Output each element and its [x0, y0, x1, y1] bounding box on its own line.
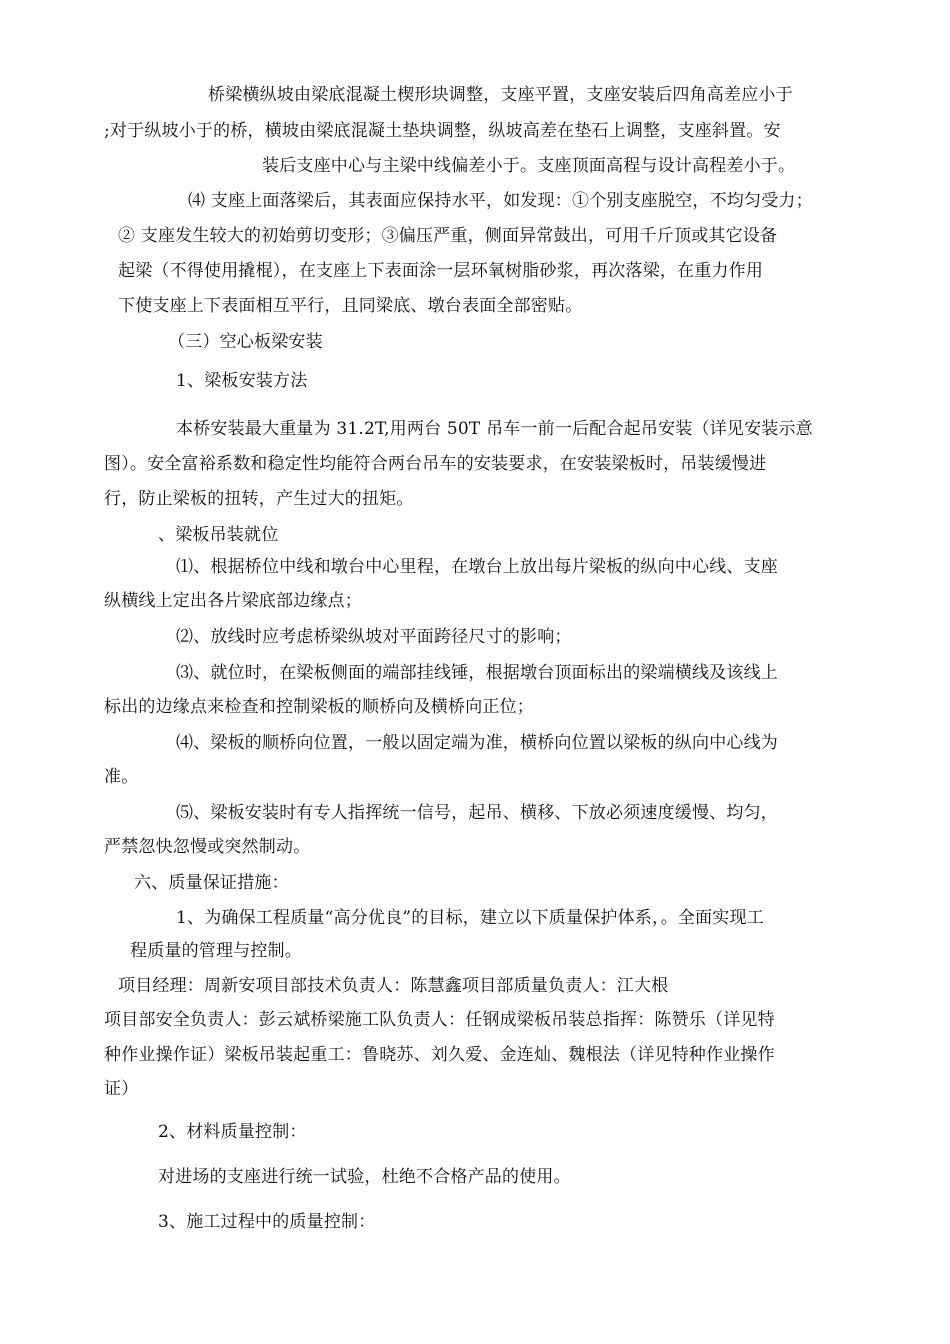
- text-line-28: 种作业操作证）梁板吊装起重工：鲁晓苏、刘久爱、金连灿、魏根法（详见特种作业操作: [104, 1045, 775, 1065]
- subheading-process-quality: 3、施工过程中的质量控制：: [158, 1212, 376, 1232]
- text-line-4: ⑷ 支座上面落梁后，其表面应保持水平，如发现：①个别支座脱空，不均匀受力；: [188, 191, 813, 211]
- text-line-25: 程质量的管理与控制。: [130, 941, 302, 961]
- text-line-19: ⑷、梁板的顺桥向位置，一般以固定端为准，横桥向位置以梁板的纵向中心线为: [176, 733, 778, 753]
- section-heading-3: （三）空心板梁安装: [168, 332, 323, 352]
- text-line-18: 标出的边缘点来检查和控制梁板的顺桥向及横桥向正位；: [104, 697, 534, 717]
- text-line-27: 项目部安全负责人：彭云斌桥梁施工队负责人：任钢成梁板吊装总指挥：陈赞乐（详见特: [104, 1010, 775, 1030]
- text-line-7: 下使支座上下表面相互平行，且同梁底、墩台表面全部密贴。: [118, 296, 583, 316]
- text-line-5: ② 支座发生较大的初始剪切变形；③偏压严重，侧面异常鼓出，可用千斤顶或其它设备: [118, 226, 778, 246]
- section-heading-6: 六、质量保证措施：: [134, 873, 289, 893]
- text-line-17: ⑶、就位时，在梁板侧面的端部挂线锤，根据墩台顶面标出的梁端横线及该线上: [176, 663, 778, 683]
- text-line-22: 严禁忽快忽慢或突然制动。: [104, 837, 311, 857]
- text-line-1: 桥梁横纵坡由梁底混凝土楔形块调整，支座平置，支座安装后四角高差应小于: [208, 85, 793, 105]
- text-line-26: 项目经理：周新安项目部技术负责人：陈慧鑫项目部质量负责人：江大根: [118, 976, 669, 996]
- text-line-12: 行，防止梁板的扭转，产生过大的扭矩。: [104, 489, 414, 509]
- text-line-3: 装后支座中心与主梁中线偏差小于。支座顶面高程与设计高程差小于。: [262, 156, 796, 176]
- text-line-11: 图）。安全富裕系数和稳定性均能符合两台吊车的安装要求，在安装梁板时，吊装缓慢进: [104, 454, 767, 474]
- subheading-hoisting: 、梁板吊装就位: [158, 525, 279, 545]
- text-line-14: ⑴、根据桥位中线和墩台中心里程，在墩台上放出每片梁板的纵向中心线、支座: [176, 557, 778, 577]
- subheading-material-quality: 2、材料质量控制：: [158, 1122, 307, 1142]
- text-line-10: 本桥安装最大重量为 31.2T,用两台 50T 吊车一前一后配合起吊安装（详见安装示意: [176, 419, 813, 439]
- text-line-16: ⑵、放线时应考虑桥梁纵坡对平面跨径尺寸的影响；: [176, 627, 572, 647]
- text-line-20: 准。: [104, 767, 139, 787]
- text-line-29: 证）: [104, 1079, 139, 1099]
- text-line-21: ⑸、梁板安装时有专人指挥统一信号，起吊、横移、下放必须速度缓慢、均匀，: [176, 803, 778, 823]
- text-line-24: 1、为确保工程质量“高分优良”的目标，建立以下质量保护体系，。全面实现工: [176, 908, 764, 928]
- text-line-6: 起梁（不得使用撬棍），在支座上下表面涂一层环氧树脂砂浆，再次落梁，在重力作用: [118, 261, 764, 281]
- subheading-install-method: 1、梁板安装方法: [176, 371, 308, 391]
- text-line-31: 对进场的支座进行统一试验，杜绝不合格产品的使用。: [158, 1167, 571, 1187]
- text-line-15: 纵横线上定出各片梁底部边缘点；: [104, 591, 362, 611]
- text-line-2: ;对于纵坡小于的桥，横坡由梁底混凝土垫块调整，纵坡高差在垫石上调整，支座斜置。安: [104, 121, 781, 141]
